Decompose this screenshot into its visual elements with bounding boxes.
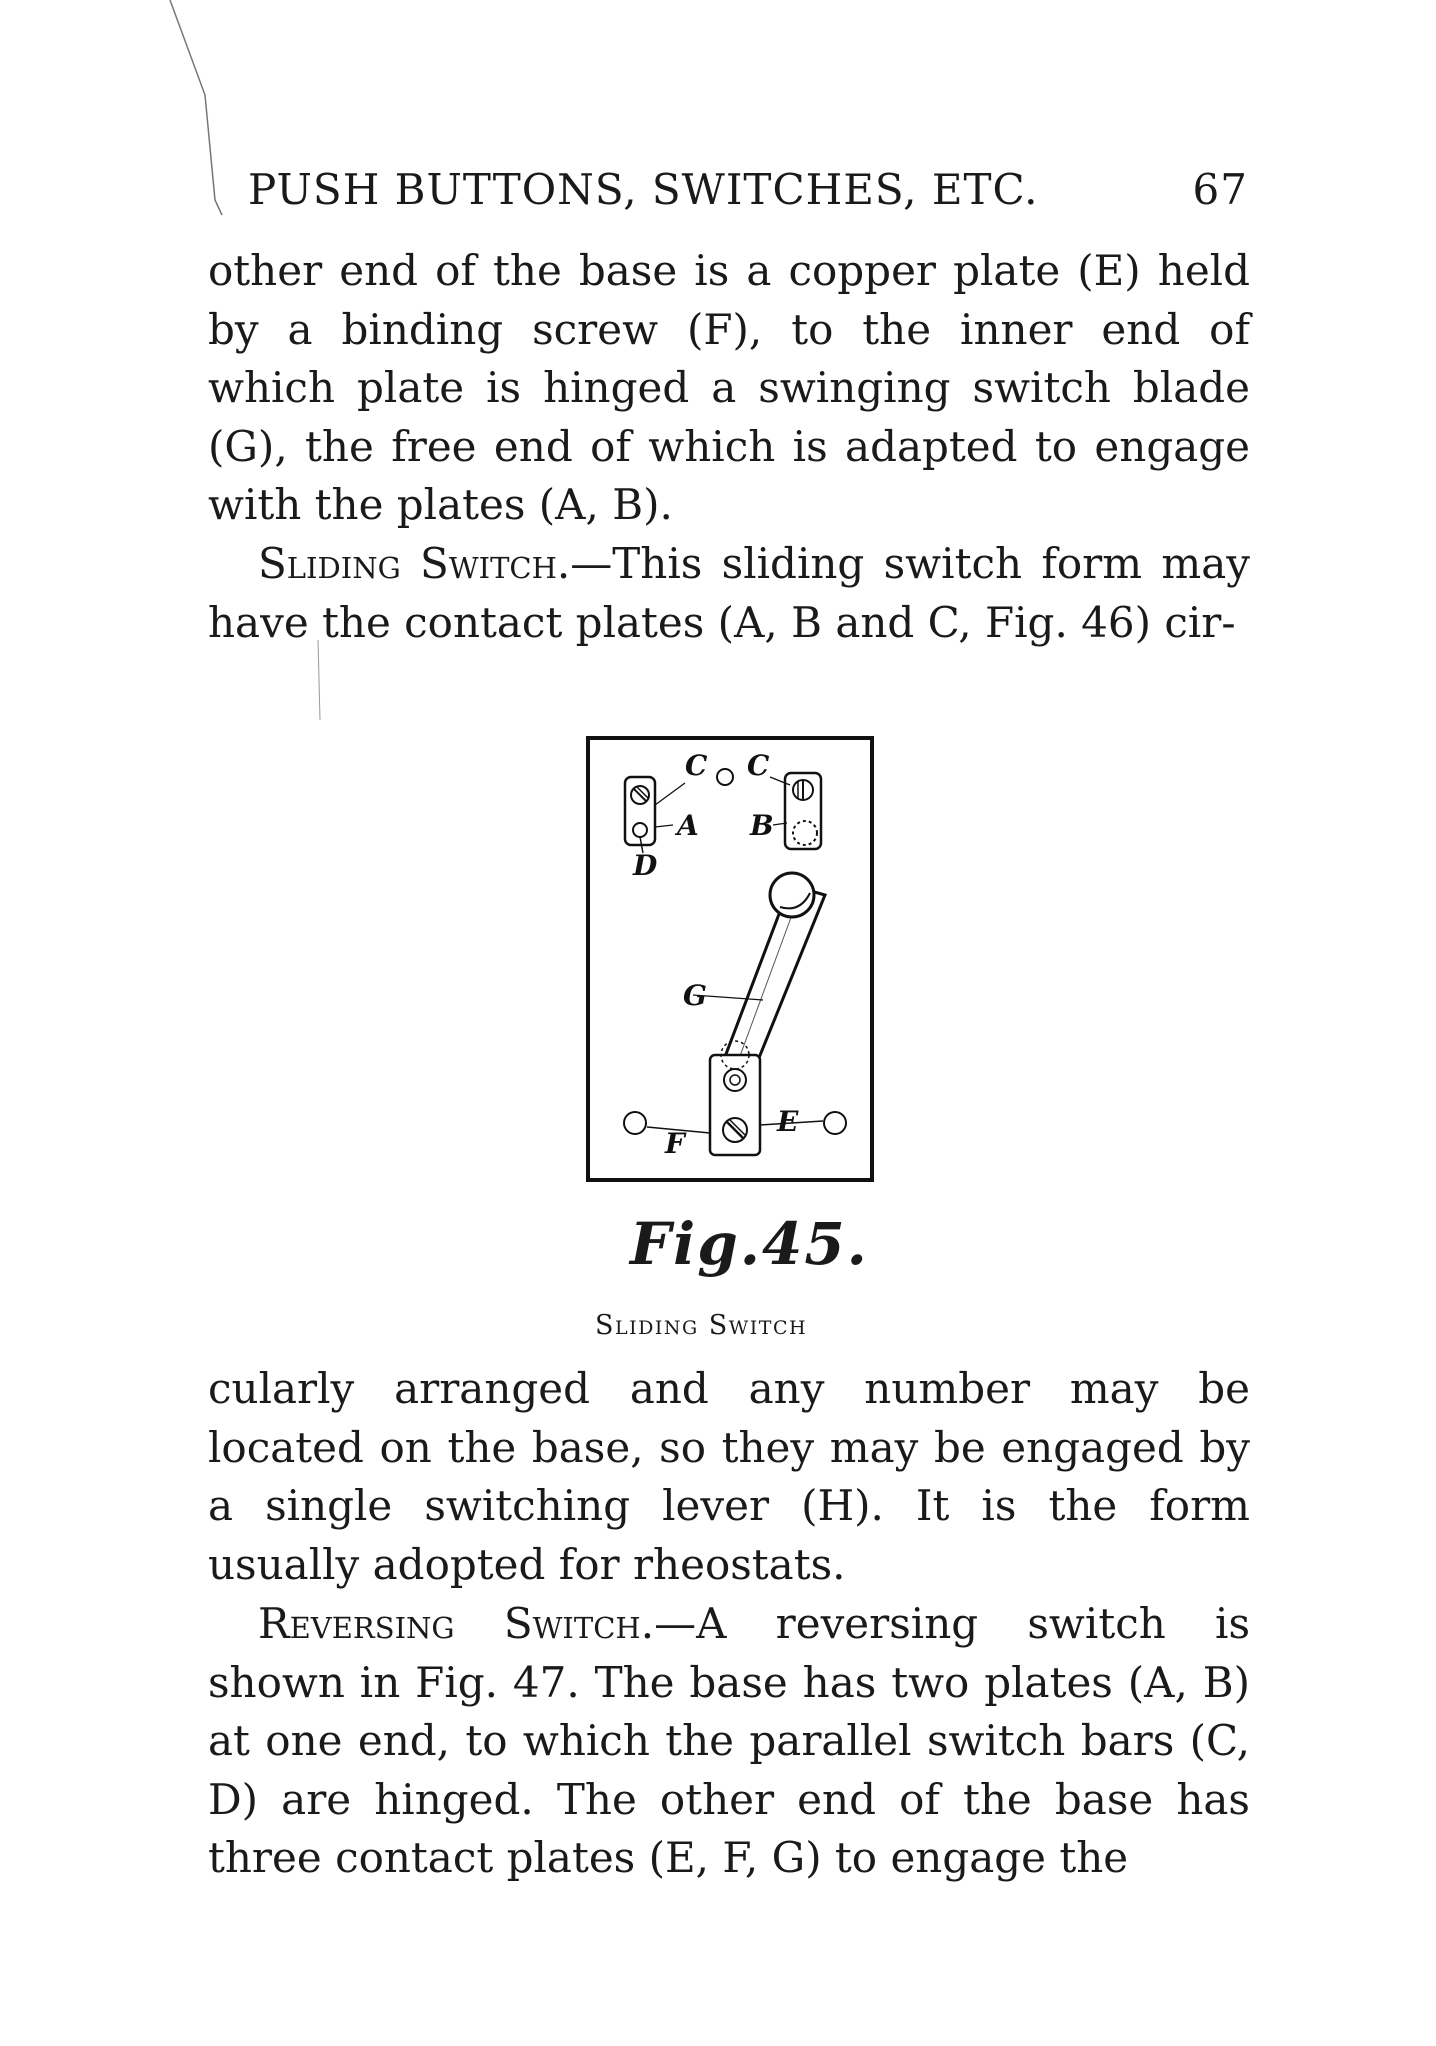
label-c-right: C — [747, 749, 770, 782]
switch-knob — [770, 873, 814, 917]
label-d: D — [633, 849, 658, 882]
paragraph-2-text: —This sliding switch form may have the contact plates (A, B and C, Fig. 46) cir- — [208, 539, 1250, 647]
label-g: G — [683, 979, 707, 1012]
running-header — [248, 165, 1248, 214]
reversing-switch-heading: Reversing Switch. — [258, 1599, 655, 1648]
label-a: A — [677, 809, 699, 842]
paragraph-2 — [208, 535, 1250, 652]
label-e: E — [777, 1105, 799, 1138]
figure-label: Fig.45. — [630, 1210, 869, 1278]
label-c-left: C — [685, 749, 708, 782]
sliding-switch-figure — [585, 735, 875, 1183]
page-number: 67 — [1192, 165, 1248, 214]
label-f: F — [665, 1127, 685, 1160]
paragraph-3: cularly arranged and any number may be located on the base, so they may be engaged by a single switching lever (H). It is the form usually adopted for rheostats. — [208, 1364, 1250, 1589]
paragraph-1: other end of the base is a copper plate (E) held by a binding screw (F), to the inner end of which plate is hinged a swinging switch blade (G), the free end of which is adapted to engage with the plates (A, B). — [208, 246, 1250, 529]
label-b: B — [750, 809, 774, 842]
sliding-switch-heading: Sliding Switch. — [258, 539, 571, 588]
paragraph-4 — [208, 1595, 1250, 1888]
figure-caption: Sliding Switch — [595, 1310, 808, 1341]
paragraph-4-text: —A reversing switch is shown in Fig. 47. The base has two plates (A, B) at one end, to which the parallel switch bars (C, D) are hinged. The other end of the base has three contact plates (E, F, G) to engage the — [208, 1599, 1250, 1882]
running-title: PUSH BUTTONS, SWITCHES, ETC. — [248, 165, 1039, 214]
